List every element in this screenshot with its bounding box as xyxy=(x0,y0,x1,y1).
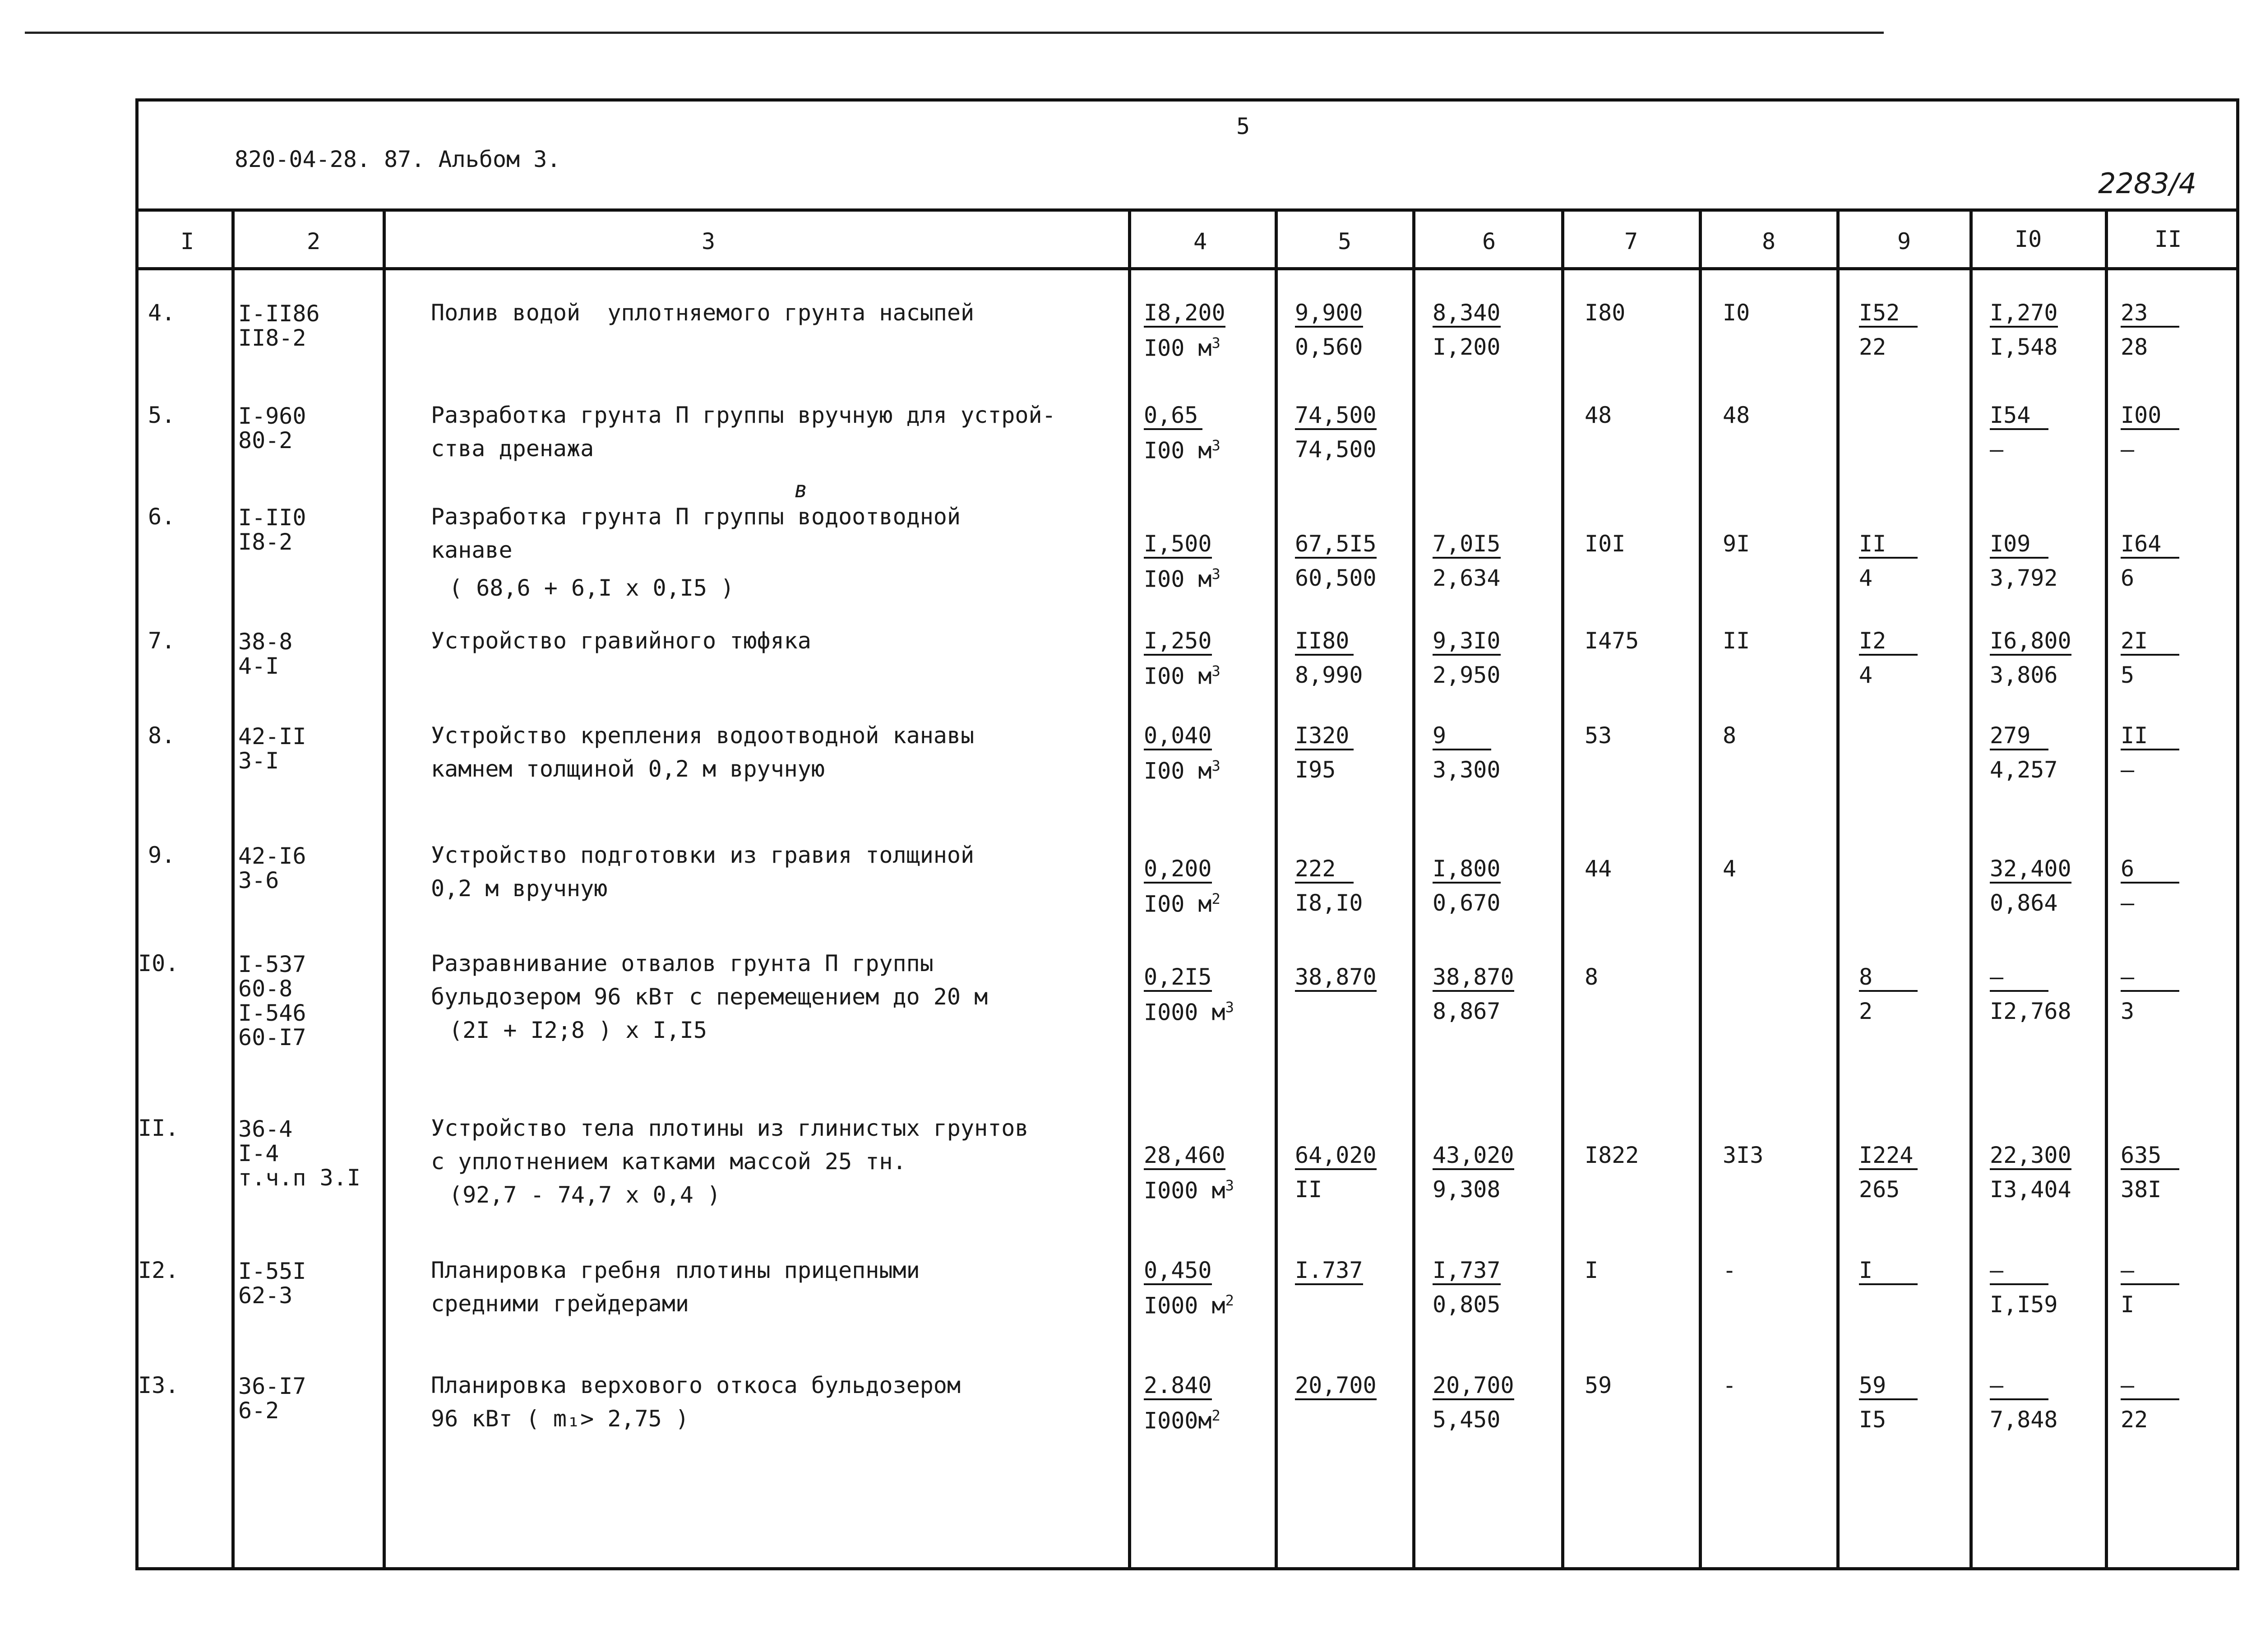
norm-code: I-II86 II8-2 xyxy=(238,301,320,351)
value-c6 xyxy=(1433,301,1501,358)
numerator: 0,450 xyxy=(1144,1259,1212,1285)
col-divider xyxy=(1969,208,1973,1570)
value-c6 xyxy=(1433,532,1501,589)
work-description: бульдозером 96 кВт с перемещением до 20 м xyxy=(431,984,988,1010)
norm-code: I-960 80-2 xyxy=(238,403,306,453)
denominator: — xyxy=(2121,436,2135,463)
col-divider xyxy=(1275,208,1278,1570)
value-c10 xyxy=(1990,724,2058,781)
numerator: I,737 xyxy=(1433,1259,1501,1285)
numerator: I64 xyxy=(2121,532,2179,559)
denominator: 0,864 xyxy=(1990,890,2058,916)
work-description: Полив водой уплотняемого грунта насыпей xyxy=(431,300,975,326)
value-c7: 48 xyxy=(1585,402,1612,428)
numerator: 20,700 xyxy=(1295,1374,1377,1400)
value-c4 xyxy=(1144,857,1220,916)
work-description: Разработка грунта П группы вручную для устрой- xyxy=(431,402,1056,428)
norm-code: 36-I7 6-2 xyxy=(238,1373,306,1424)
norm-code: I-II0 I8-2 xyxy=(238,504,306,555)
numerator: — xyxy=(2121,1374,2179,1400)
denominator: I,548 xyxy=(1990,334,2058,360)
norm-code: 38-8 4-I xyxy=(238,629,293,679)
numerator: II80 xyxy=(1295,629,1354,656)
value-c8: 3I3 xyxy=(1723,1142,1764,1168)
value-c7: I822 xyxy=(1585,1142,1639,1168)
value-c6 xyxy=(1433,629,1501,686)
value-c11 xyxy=(2121,724,2179,781)
value-c11 xyxy=(2121,1374,2179,1431)
value-c11 xyxy=(2121,1144,2179,1201)
denominator: 3,300 xyxy=(1433,757,1501,783)
unit-exponent: 2 xyxy=(1225,1292,1234,1309)
denominator: I95 xyxy=(1295,757,1336,783)
value-c9 xyxy=(1859,966,1918,1023)
value-c8: 8 xyxy=(1723,722,1737,749)
denominator: I000 $м^3$ xyxy=(1144,999,1234,1026)
numerator: I8,200 xyxy=(1144,301,1225,328)
document-reference: 820-04-28. 87. Альбом 3. xyxy=(235,146,561,172)
value-c4 xyxy=(1144,629,1220,688)
denominator: I5 xyxy=(1859,1407,1886,1433)
value-c8: 9I xyxy=(1723,531,1750,557)
norm-code: 42-II 3-I xyxy=(238,723,306,774)
unit-exponent: 3 xyxy=(1211,334,1220,352)
numerator: — xyxy=(2121,966,2179,992)
denominator: 6 xyxy=(2121,565,2135,591)
denominator: I00 $м^3$ xyxy=(1144,757,1220,784)
numerator: 22,300 xyxy=(1990,1144,2071,1170)
denominator: 0,560 xyxy=(1295,334,1363,360)
value-c4 xyxy=(1144,532,1220,591)
work-description: Устройство подготовки из гравия толщиной xyxy=(431,842,975,868)
denominator: $I000м^2$ xyxy=(1144,1407,1220,1434)
work-description: средними грейдерами xyxy=(431,1291,689,1317)
norm-code: 42-I6 3-6 xyxy=(238,843,306,893)
row-number: 7. xyxy=(148,628,176,654)
col-divider xyxy=(231,208,235,1570)
denominator: 22 xyxy=(2121,1407,2148,1433)
unit-exponent: 3 xyxy=(1225,1177,1234,1194)
value-c9 xyxy=(1859,1144,1918,1201)
work-description: 0,2 м вручную xyxy=(431,875,608,902)
work-description: камнем толщиной 0,2 м вручную xyxy=(431,756,825,782)
column-header: I0 xyxy=(2015,226,2042,252)
numerator: I00 xyxy=(2121,404,2179,430)
col-divider xyxy=(383,208,386,1570)
denominator: — xyxy=(2121,890,2135,916)
value-c8: 4 xyxy=(1723,856,1737,882)
numerator: I52 xyxy=(1859,301,1918,328)
denominator: 22 xyxy=(1859,334,1886,360)
denominator: 3,792 xyxy=(1990,565,2058,591)
numerator: 635 xyxy=(2121,1144,2179,1170)
denominator: — xyxy=(2121,757,2135,783)
column-header: 7 xyxy=(1624,228,1638,255)
unit-exponent: 3 xyxy=(1211,437,1220,454)
column-header: 3 xyxy=(702,228,716,255)
denominator: 0,805 xyxy=(1433,1291,1501,1318)
value-c5 xyxy=(1295,1259,1363,1293)
value-c6 xyxy=(1433,1374,1514,1431)
value-c10 xyxy=(1990,1144,2071,1201)
numerator: I,270 xyxy=(1990,301,2058,328)
unit-exponent: 3 xyxy=(1211,662,1220,680)
numerator: I,500 xyxy=(1144,532,1212,559)
numerator: 67,5I5 xyxy=(1295,532,1377,559)
work-description: Планировка гребня плотины прицепными xyxy=(431,1257,920,1283)
col-divider xyxy=(2105,208,2108,1570)
numerator: — xyxy=(1990,1374,2048,1400)
denominator: II xyxy=(1295,1176,1322,1203)
work-description: (92,7 - 74,7 x 0,4 ) xyxy=(449,1182,721,1208)
value-c7: 8 xyxy=(1585,964,1599,990)
value-c4 xyxy=(1144,1144,1234,1202)
unit-exponent: 3 xyxy=(1211,565,1220,583)
col-divider xyxy=(1561,208,1564,1570)
top-rule xyxy=(25,32,1884,34)
numerator: 59 xyxy=(1859,1374,1918,1400)
value-c7: I475 xyxy=(1585,628,1639,654)
value-c6 xyxy=(1433,857,1501,914)
row-number: 4. xyxy=(148,300,176,326)
denominator: 3,806 xyxy=(1990,662,2058,688)
denominator: 4 xyxy=(1859,565,1873,591)
numerator: I,800 xyxy=(1433,857,1501,884)
numerator: 32,400 xyxy=(1990,857,2071,884)
denominator: I8,I0 xyxy=(1295,890,1363,916)
work-description: 96 кВт ( m₁> 2,75 ) xyxy=(431,1406,689,1432)
denominator: 8,867 xyxy=(1433,998,1501,1024)
work-description: (2I + I2;8 ) x I,I5 xyxy=(449,1017,707,1043)
numerator: — xyxy=(1990,1259,2048,1285)
numerator: I224 xyxy=(1859,1144,1918,1170)
denominator: 28 xyxy=(2121,334,2148,360)
value-c7: I xyxy=(1585,1257,1599,1283)
denominator: I,200 xyxy=(1433,334,1501,360)
numerator: I6,800 xyxy=(1990,629,2071,656)
value-c5 xyxy=(1295,301,1363,358)
numerator: 8 xyxy=(1859,966,1918,992)
numerator: 28,460 xyxy=(1144,1144,1225,1170)
work-description: канаве xyxy=(431,537,513,563)
denominator: I,I59 xyxy=(1990,1291,2058,1318)
value-c4 xyxy=(1144,724,1220,782)
denominator: I00 $м^3$ xyxy=(1144,334,1220,361)
denominator: I xyxy=(2121,1291,2135,1318)
row-number: I3. xyxy=(138,1372,179,1398)
value-c5 xyxy=(1295,404,1377,461)
value-c5 xyxy=(1295,532,1377,589)
value-c11 xyxy=(2121,532,2179,589)
value-c10 xyxy=(1990,1259,2058,1316)
row-number: 9. xyxy=(148,842,176,868)
value-c11 xyxy=(2121,301,2179,358)
value-c10 xyxy=(1990,532,2058,589)
numerator: 9,3I0 xyxy=(1433,629,1501,656)
denominator: 3 xyxy=(2121,998,2135,1024)
norm-code: 36-4 I-4 т.ч.п 3.I xyxy=(238,1116,361,1191)
denominator: — xyxy=(1990,436,2004,463)
row-number: I0. xyxy=(138,950,179,976)
denominator: 2,950 xyxy=(1433,662,1501,688)
numerator: I09 xyxy=(1990,532,2048,559)
numerator: 0,2I5 xyxy=(1144,966,1212,992)
numerator: I2 xyxy=(1859,629,1918,656)
denominator: 2,634 xyxy=(1433,565,1501,591)
value-c6 xyxy=(1433,1259,1501,1316)
value-c10 xyxy=(1990,1374,2058,1431)
norm-code: I-537 60-8 I-546 60-I7 xyxy=(238,951,306,1050)
numerator: 74,500 xyxy=(1295,404,1377,430)
denominator: I000 $м^2$ xyxy=(1144,1292,1234,1319)
value-c6 xyxy=(1433,724,1501,781)
col-divider xyxy=(1128,208,1131,1570)
column-header: II xyxy=(2154,226,2182,252)
value-c11 xyxy=(2121,1259,2179,1316)
denominator: 7,848 xyxy=(1990,1407,2058,1433)
column-header: 5 xyxy=(1338,228,1352,255)
value-c5 xyxy=(1295,1374,1377,1408)
numerator: 9 xyxy=(1433,724,1491,750)
value-c8: - xyxy=(1723,1372,1737,1398)
numerator: 0,040 xyxy=(1144,724,1212,750)
numerator: I,250 xyxy=(1144,629,1212,656)
col-divider xyxy=(1699,208,1702,1570)
denominator: I3,404 xyxy=(1990,1176,2071,1203)
numerator: I320 xyxy=(1295,724,1354,750)
numerator: I xyxy=(1859,1259,1918,1285)
denominator: 9,308 xyxy=(1433,1176,1501,1203)
numerator: — xyxy=(1990,966,2048,992)
value-c11 xyxy=(2121,404,2179,461)
value-c10 xyxy=(1990,857,2071,914)
denominator: 8,990 xyxy=(1295,662,1363,688)
value-c4 xyxy=(1144,1259,1234,1317)
numerator: 38,870 xyxy=(1433,966,1514,992)
numerator: 7,0I5 xyxy=(1433,532,1501,559)
column-header: 4 xyxy=(1193,228,1207,255)
value-c5 xyxy=(1295,629,1363,686)
value-c7: 59 xyxy=(1585,1372,1612,1398)
value-c7: I80 xyxy=(1585,300,1626,326)
numerator: 23 xyxy=(2121,301,2179,328)
row-number: 5. xyxy=(148,402,176,428)
value-c6 xyxy=(1433,1144,1514,1201)
header-rule xyxy=(135,208,2239,212)
value-c8: I0 xyxy=(1723,300,1750,326)
norm-code: I-55I 62-3 xyxy=(238,1258,306,1309)
work-description: ( 68,6 + 6,I x 0,I5 ) xyxy=(449,575,735,601)
value-c6 xyxy=(1433,966,1514,1023)
numerator: 279 xyxy=(1990,724,2048,750)
denominator: I000 $м^3$ xyxy=(1144,1177,1234,1204)
col-divider xyxy=(1836,208,1840,1570)
value-c10 xyxy=(1990,301,2058,358)
unit-exponent: 2 xyxy=(1211,1407,1220,1424)
value-c9 xyxy=(1859,629,1918,686)
column-header: 6 xyxy=(1482,228,1496,255)
denominator: 60,500 xyxy=(1295,565,1377,591)
numerator: — xyxy=(2121,1259,2179,1285)
value-c9 xyxy=(1859,1259,1918,1293)
numerator: 2.840 xyxy=(1144,1374,1212,1400)
col-divider xyxy=(1412,208,1415,1570)
value-c7: 53 xyxy=(1585,722,1612,749)
column-header: 2 xyxy=(307,228,321,255)
value-c4 xyxy=(1144,966,1234,1024)
denominator: 0,670 xyxy=(1433,890,1501,916)
denominator: 5 xyxy=(2121,662,2135,688)
numerator: 20,700 xyxy=(1433,1374,1514,1400)
column-header: 9 xyxy=(1897,228,1911,255)
denominator: 5,450 xyxy=(1433,1407,1501,1433)
value-c9 xyxy=(1859,1374,1918,1431)
column-header-rule xyxy=(135,267,2239,270)
denominator: I00 $м^2$ xyxy=(1144,890,1220,917)
numerator: 64,020 xyxy=(1295,1144,1377,1170)
numerator: 0,65 xyxy=(1144,404,1202,430)
numerator: II xyxy=(2121,724,2179,750)
value-c10 xyxy=(1990,404,2048,461)
value-c5 xyxy=(1295,724,1354,781)
numerator: 0,200 xyxy=(1144,857,1212,884)
row-number: I2. xyxy=(138,1257,179,1283)
denominator: 74,500 xyxy=(1295,436,1377,463)
column-header: 8 xyxy=(1762,228,1776,255)
value-c9 xyxy=(1859,532,1918,589)
value-c7: I0I xyxy=(1585,531,1626,557)
denominator: 2 xyxy=(1859,998,1873,1024)
denominator: 4 xyxy=(1859,662,1873,688)
value-c4 xyxy=(1144,301,1225,360)
numerator: 8,340 xyxy=(1433,301,1501,328)
numerator: II xyxy=(1859,532,1918,559)
denominator: 265 xyxy=(1859,1176,1900,1203)
denominator: I00 $м^3$ xyxy=(1144,437,1220,464)
numerator: I.737 xyxy=(1295,1259,1363,1285)
handwritten-reference: 2283/4 xyxy=(2098,167,2197,200)
value-c11 xyxy=(2121,857,2179,914)
numerator: 38,870 xyxy=(1295,966,1377,992)
work-description: Устройство крепления водоотводной канавы xyxy=(431,722,975,749)
column-header: I xyxy=(180,228,194,255)
value-c8: - xyxy=(1723,1257,1737,1283)
numerator: I54 xyxy=(1990,404,2048,430)
value-c10 xyxy=(1990,966,2071,1023)
numerator: 9,900 xyxy=(1295,301,1363,328)
value-c5 xyxy=(1295,1144,1377,1201)
value-c10 xyxy=(1990,629,2071,686)
denominator: I2,768 xyxy=(1990,998,2071,1024)
numerator: 43,020 xyxy=(1433,1144,1514,1170)
numerator: 2I xyxy=(2121,629,2179,656)
row-number: 6. xyxy=(148,504,176,530)
value-c11 xyxy=(2121,966,2179,1023)
work-description: Устройство гравийного тюфяка xyxy=(431,628,811,654)
row-number: 8. xyxy=(148,722,176,749)
value-c9 xyxy=(1859,301,1918,358)
value-c4 xyxy=(1144,404,1220,462)
page-number: 5 xyxy=(1236,113,1250,139)
denominator: 4,257 xyxy=(1990,757,2058,783)
work-description: с уплотнением катками массой 25 тн. xyxy=(431,1148,906,1175)
value-c11 xyxy=(2121,629,2179,686)
numerator: 6 xyxy=(2121,857,2179,884)
numerator: 222 xyxy=(1295,857,1354,884)
work-description: Планировка верхового откоса бульдозером xyxy=(431,1372,961,1398)
work-description: ства дренажа xyxy=(431,435,594,462)
unit-exponent: 2 xyxy=(1211,890,1220,907)
unit-exponent: 3 xyxy=(1211,757,1220,774)
denominator: 38I xyxy=(2121,1176,2162,1203)
handwritten-insert: в xyxy=(794,477,808,503)
value-c5 xyxy=(1295,857,1363,914)
value-c5 xyxy=(1295,966,1377,1000)
unit-exponent: 3 xyxy=(1225,999,1234,1016)
work-description: Устройство тела плотины из глинистых грунтов xyxy=(431,1115,1029,1141)
row-number: II. xyxy=(138,1115,179,1141)
value-c8: 48 xyxy=(1723,402,1750,428)
denominator: I00 $м^3$ xyxy=(1144,662,1220,689)
work-description: Разравнивание отвалов грунта П группы xyxy=(431,950,934,976)
value-c7: 44 xyxy=(1585,856,1612,882)
denominator: I00 $м^3$ xyxy=(1144,565,1220,592)
value-c8: II xyxy=(1723,628,1750,654)
value-c4 xyxy=(1144,1374,1220,1432)
work-description: Разработка грунта П группы водоотводной xyxy=(431,504,961,530)
